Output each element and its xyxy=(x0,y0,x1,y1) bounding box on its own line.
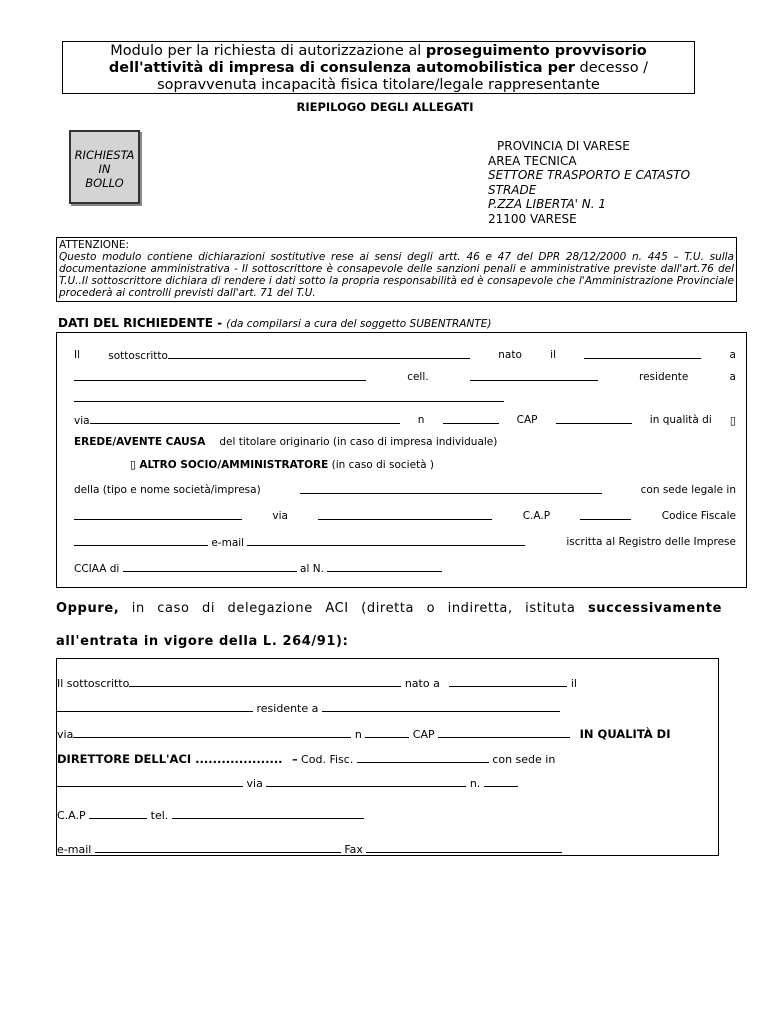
row-cell xyxy=(74,371,736,383)
date-field[interactable] xyxy=(584,349,701,359)
oppure-successivamente: successivamente xyxy=(587,601,722,616)
aci-label-il: il xyxy=(570,677,577,690)
via-field[interactable] xyxy=(90,414,400,424)
label-via2: via xyxy=(272,510,288,522)
aci-residence-field[interactable] xyxy=(322,702,560,712)
label-iscritta: iscritta al Registro delle Imprese xyxy=(566,536,736,548)
oppure-text: in caso di delegazione ACI (diretta o indiretta, istituta xyxy=(119,601,588,616)
aci-birthdate-field[interactable] xyxy=(57,702,253,712)
title-line1-normal: Modulo per la richiesta di autorizzazione al xyxy=(110,43,426,59)
aci-row-email xyxy=(57,843,562,856)
label-sottoscritto: sottoscritto xyxy=(108,350,168,362)
label-n: n xyxy=(417,414,425,426)
row-socio xyxy=(130,458,434,471)
label-erede: EREDE/AVENTE CAUSA xyxy=(74,436,206,448)
cell-field[interactable] xyxy=(470,371,598,381)
row-sottoscritto xyxy=(74,349,736,362)
aci-label-via: via xyxy=(57,728,74,741)
label-codice-fiscale: Codice Fiscale xyxy=(661,510,736,522)
form-title xyxy=(62,41,695,94)
title-line3: sopravvenuta incapacità fisica titolare/legale rappresentante xyxy=(157,77,600,93)
aci-label-cod-fisc: Cod. Fisc. xyxy=(297,753,354,766)
aci-birthplace-field[interactable] xyxy=(449,677,567,687)
label-a2: a xyxy=(729,371,736,383)
aci-number-field[interactable] xyxy=(365,728,409,738)
title-line2-normal: decesso / xyxy=(574,60,649,76)
label-a: a xyxy=(729,349,736,361)
aci-label-fax: Fax xyxy=(344,843,363,856)
aci-row-sede xyxy=(57,777,518,790)
recipient-line5: P.ZZA LIBERTA' N. 1 xyxy=(488,197,607,211)
section-richiedente-title xyxy=(58,316,491,330)
label-cap: CAP xyxy=(516,414,538,426)
section-richiedente-title-bold: DATI DEL RICHIEDENTE - xyxy=(58,316,227,330)
bollo-stamp-box xyxy=(69,130,140,204)
recipient-line1: PROVINCIA DI VARESE xyxy=(497,139,630,153)
attention-box xyxy=(56,237,737,302)
attention-label: ATTENZIONE: xyxy=(59,239,130,251)
aci-fax-field[interactable] xyxy=(366,843,562,853)
aci-number2-field[interactable] xyxy=(484,777,518,787)
aci-cap-field[interactable] xyxy=(438,728,570,738)
aci-via-field[interactable] xyxy=(73,728,351,738)
registro-number-field[interactable] xyxy=(327,562,442,572)
label-in-qualita: in qualità di xyxy=(649,414,712,426)
label-via: via xyxy=(74,415,90,427)
aci-tel-field[interactable] xyxy=(172,809,364,819)
aci-label-nato-a: nato a xyxy=(404,677,440,690)
sottoscritto-field[interactable] xyxy=(168,349,470,359)
recipient-line2: AREA TECNICA xyxy=(488,153,577,168)
aci-row-residente xyxy=(57,702,560,715)
cap-field[interactable] xyxy=(556,414,632,424)
recipient-line4: STRADE xyxy=(488,182,537,197)
aci-cap2-field[interactable] xyxy=(89,809,147,819)
oppure-paragraph xyxy=(56,594,722,656)
label-della: della (tipo e nome società/impresa) xyxy=(74,484,261,496)
via2-field[interactable] xyxy=(318,510,492,520)
aci-box xyxy=(56,658,719,856)
row-residence xyxy=(74,392,504,405)
label-residente: residente xyxy=(639,371,689,383)
email-field[interactable] xyxy=(247,536,525,546)
codice-fiscale-field[interactable] xyxy=(74,536,208,546)
recipient-line6: 21100 VARESE xyxy=(488,211,577,226)
row-cciaa xyxy=(74,562,442,575)
label-cell: cell. xyxy=(407,371,429,383)
label-cap2: C.A.P xyxy=(522,510,551,522)
oppure-label: Oppure, xyxy=(56,601,120,616)
aci-sottoscritto-field[interactable] xyxy=(129,677,401,687)
birthplace-field[interactable] xyxy=(74,371,366,381)
socio-checkbox[interactable]: ▯ xyxy=(130,458,137,471)
recipient-line3: SETTORE TRASPORTO E CATASTO xyxy=(488,168,691,182)
label-con-sede: con sede legale in xyxy=(640,484,736,496)
aci-label-cap: CAP xyxy=(412,728,435,741)
number-field[interactable] xyxy=(443,414,499,424)
cap2-field[interactable] xyxy=(580,510,631,520)
aci-via2-field[interactable] xyxy=(266,777,466,787)
recipient-address xyxy=(488,139,690,226)
title-line1-bold: proseguimento provvisorio xyxy=(425,43,647,59)
attention-text: Questo modulo contiene dichiarazioni sostitutive rese ai sensi degli artt. 46 e 47 del DPR 28/12/2000 n. 445 – T.U. sulla documentazione amministrativa - Il sottoscrittore è consapevole delle sanzioni penali e amministrative previste dall'art.76 del T.U..Il sottoscrittore dichiara di rendere i dati sotto la propria responsabilità ed è consapevole che l'Amministrazione Provinciale procederà ai controlli previsti dall'art. 71 del T.U. xyxy=(59,251,734,299)
aci-label-n2: n. xyxy=(469,777,481,790)
aci-label-residente: residente a xyxy=(256,702,319,715)
label-erede-rest: del titolare originario (in caso di impresa individuale) xyxy=(219,436,498,448)
row-via xyxy=(74,414,736,427)
label-socio: ALTRO SOCIO/AMMINISTRATORE xyxy=(139,459,329,471)
row-societa xyxy=(74,484,736,496)
bollo-line2: IN xyxy=(98,162,111,176)
aci-sede-field[interactable] xyxy=(57,777,243,787)
row-erede xyxy=(74,436,497,448)
label-socio-rest: (in caso di società ) xyxy=(328,459,435,471)
residence-field[interactable] xyxy=(74,392,504,402)
title-line2-bold: dell'attività di impresa di consulenza automobilistica per xyxy=(108,60,575,76)
aci-label-sottoscritto: Il sottoscritto xyxy=(57,677,130,690)
societa-field[interactable] xyxy=(300,484,602,494)
aci-label-via2: via xyxy=(246,777,263,790)
sede-field[interactable] xyxy=(74,510,242,520)
aci-label-con-sede: con sede in xyxy=(492,753,556,766)
aci-label-tel: tel. xyxy=(150,809,169,822)
aci-row-direttore xyxy=(57,752,555,766)
aci-row-sottoscritto xyxy=(57,677,577,690)
aci-row-via xyxy=(57,727,707,741)
label-email: e-mail xyxy=(211,537,245,549)
oppure-legge: all'entrata in vigore della L. 264/91): xyxy=(56,634,349,649)
bollo-line3: BOLLO xyxy=(85,176,124,190)
aci-label-cap2: C.A.P xyxy=(57,809,86,822)
cciaa-field[interactable] xyxy=(123,562,297,572)
label-al-n: al N. xyxy=(300,563,324,575)
section-richiedente-subtitle: (da compilarsi a cura del soggetto SUBENTRANTE) xyxy=(226,318,492,330)
aci-label-direttore: DIRETTORE DELL'ACI .................... xyxy=(57,752,283,766)
row-email xyxy=(74,536,736,549)
aci-cod-fisc-dash: – xyxy=(292,753,298,766)
riepilogo-heading: RIEPILOGO DEGLI ALLEGATI xyxy=(296,100,474,114)
bollo-line1: RICHIESTA xyxy=(74,148,135,162)
erede-checkbox[interactable]: ▯ xyxy=(729,414,736,427)
label-il: Il xyxy=(74,349,81,361)
aci-row-cap xyxy=(57,809,364,822)
aci-cod-fisc-field[interactable] xyxy=(357,753,489,763)
aci-label-in-qualita: IN QUALITÀ DI xyxy=(579,727,671,741)
aci-label-email: e-mail xyxy=(57,843,92,856)
row-sede xyxy=(74,510,736,522)
aci-label-n: n xyxy=(354,728,362,741)
label-nato: nato xyxy=(498,349,522,361)
label-il-date: il xyxy=(550,349,556,361)
richiedente-box xyxy=(56,332,747,588)
label-cciaa: CCIAA di xyxy=(74,563,120,575)
aci-email-field[interactable] xyxy=(95,843,341,853)
